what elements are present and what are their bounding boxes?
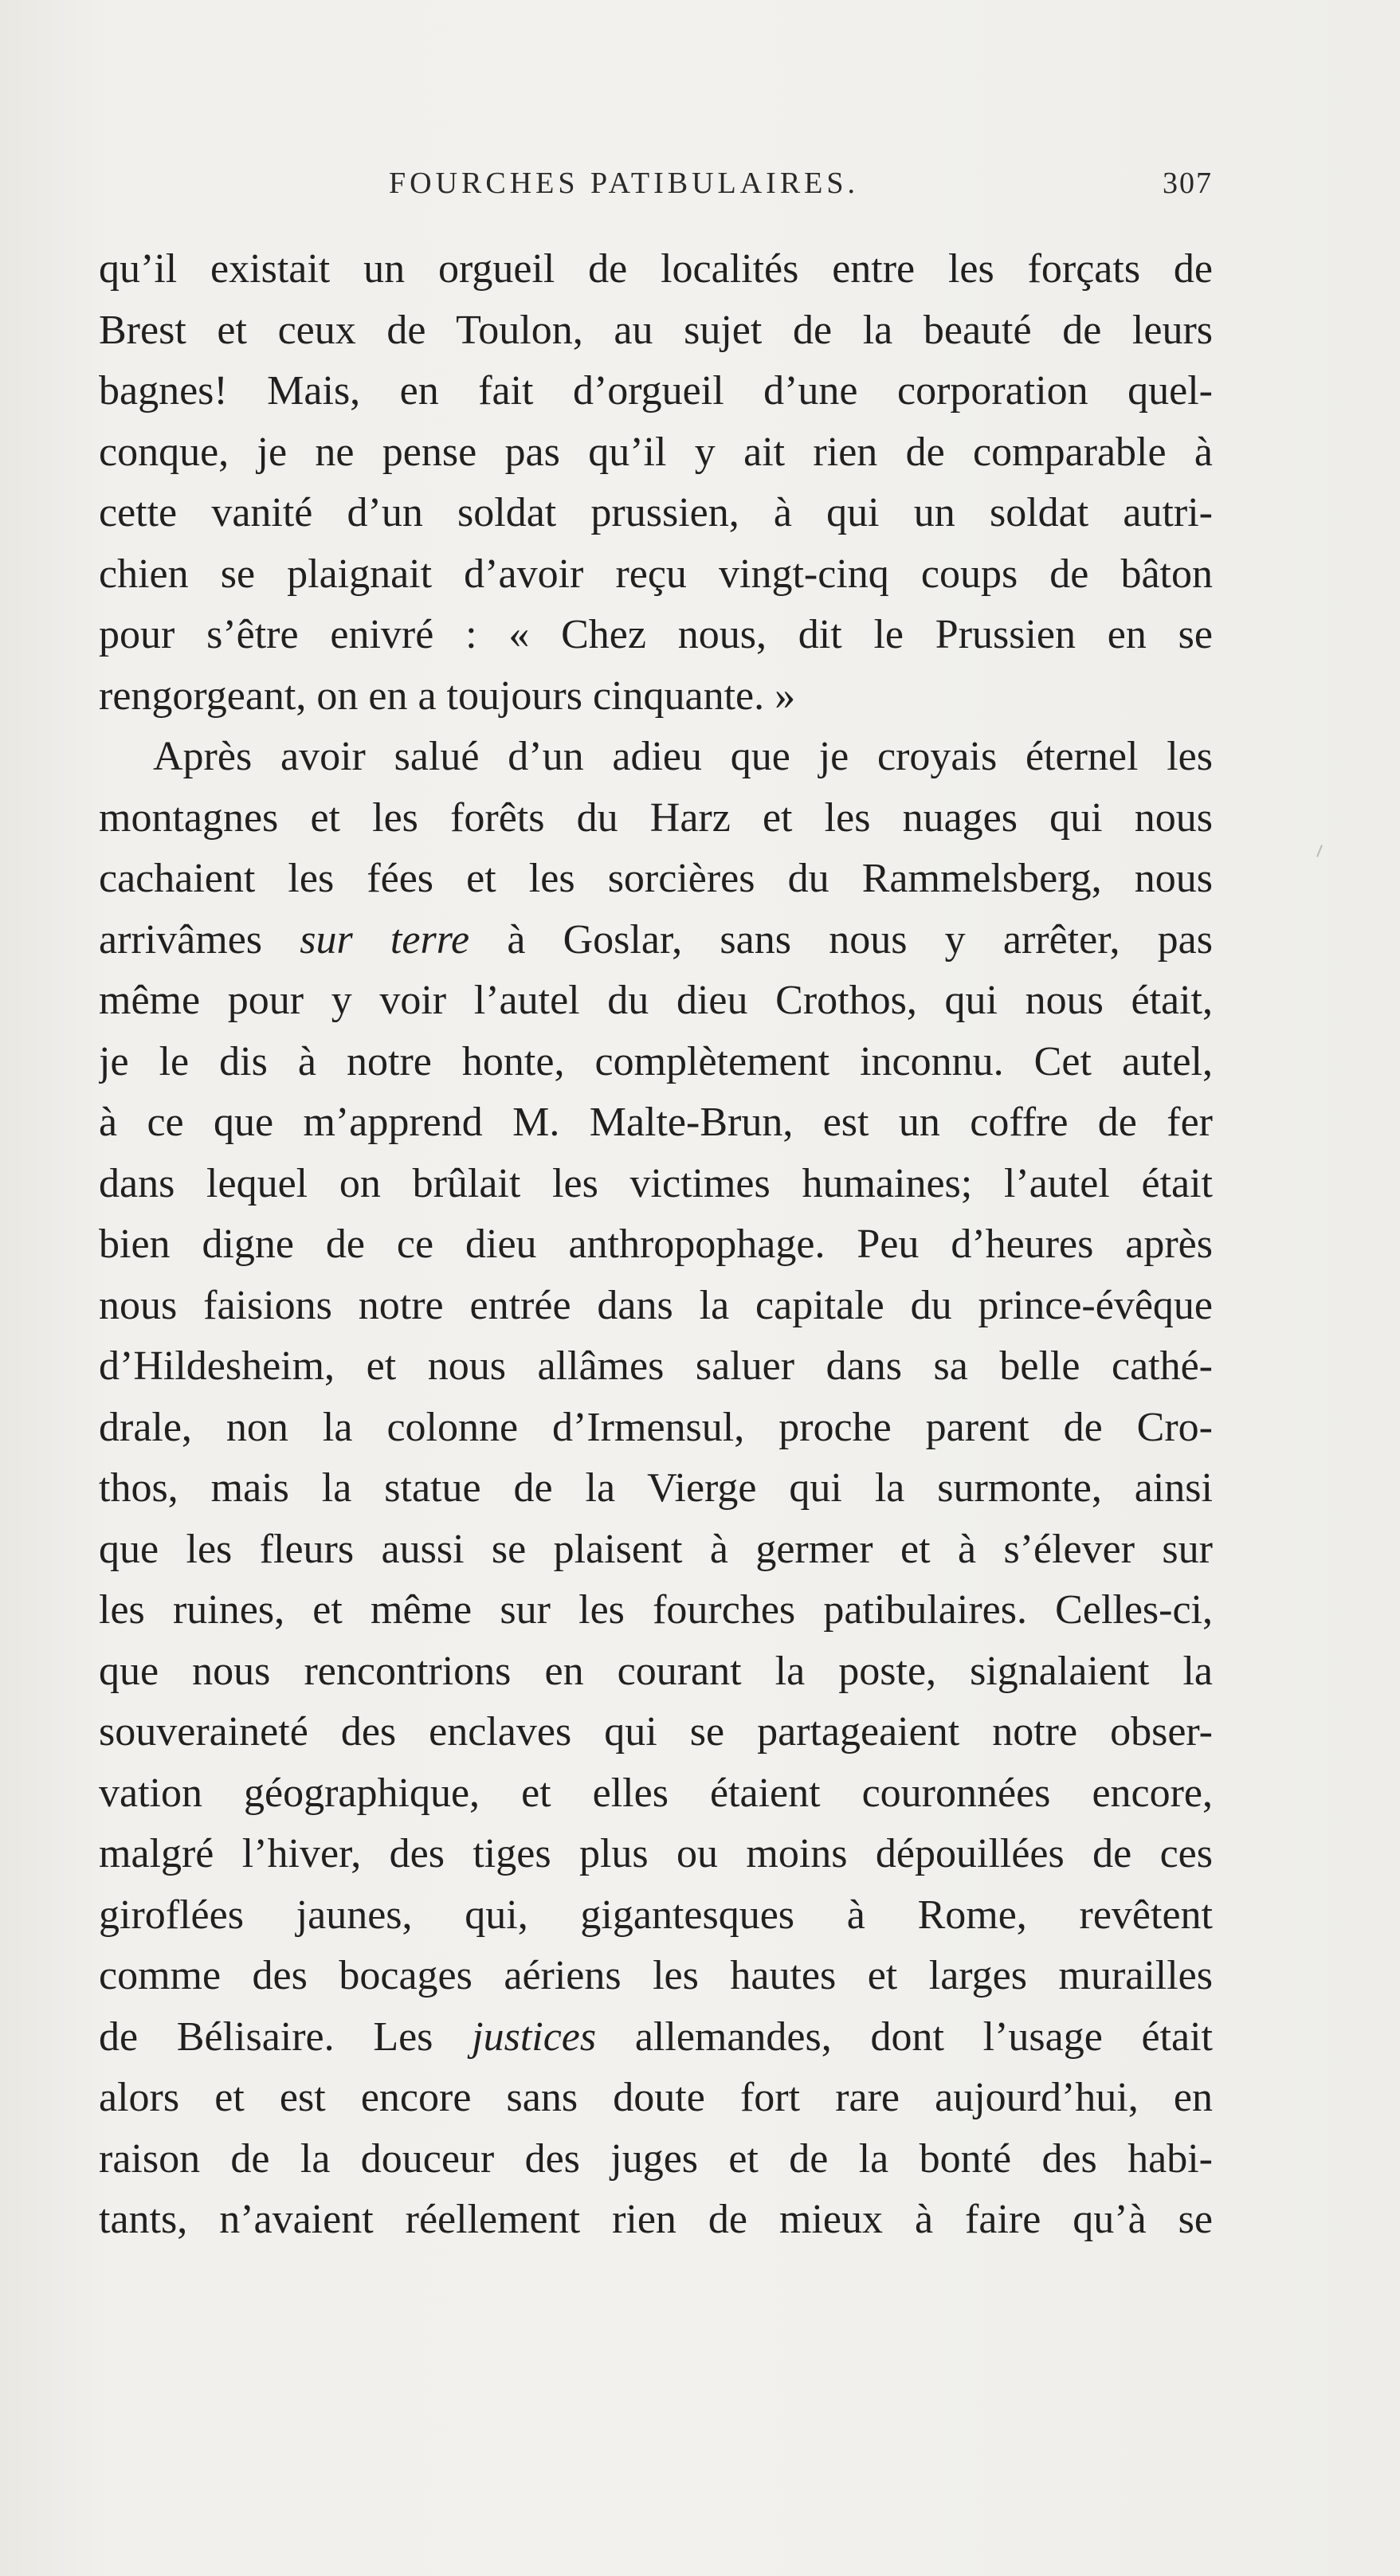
text-line: les ruines, et même sur les fourches patibulaires. Celles-ci, (99, 1587, 1213, 1633)
text-line-with-italic (99, 2007, 1213, 2068)
text-line: bien digne de ce dieu anthropophage. Peu d’heures après (99, 1221, 1213, 1267)
paragraph-start-line: Après avoir salué d’un adieu que je croyais éternel les (153, 734, 1213, 779)
text-segment: à Goslar, sans nous y arrêter, pas (469, 916, 1213, 963)
text-line: bagnes! Mais, en fait d’orgueil d’une corporation quel- (99, 368, 1213, 414)
body-text (99, 239, 1213, 2251)
text-line: Brest et ceux de Toulon, au sujet de la beauté de leurs (99, 307, 1213, 353)
italic-phrase: justices (472, 2013, 597, 2060)
text-line: giroflées jaunes, qui, gigantesques à Rome, revêtent (99, 1892, 1213, 1938)
text-line: qu’il existait un orgueil de localités entre les forçats de (99, 246, 1213, 292)
text-line: malgré l’hiver, des tiges plus ou moins dépouillées de ces (99, 1831, 1213, 1876)
text-line: à ce que m’apprend M. Malte-Brun, est un coffre de fer (99, 1100, 1213, 1145)
text-line: cette vanité d’un soldat prussien, à qui un soldat autri- (99, 490, 1213, 535)
running-header (99, 166, 1213, 214)
text-line-with-italic (99, 910, 1213, 971)
text-line: pour s’être enivré : « Chez nous, dit le Prussien en se (99, 612, 1213, 657)
text-segment: arrivâmes (99, 916, 300, 963)
text-line: conque, je ne pense pas qu’il y ait rien de comparable à (99, 429, 1213, 475)
text-line: comme des bocages aériens les hautes et larges murailles (99, 1953, 1213, 1998)
italic-phrase: sur terre (300, 916, 470, 963)
text-segment: de Bélisaire. Les (99, 2013, 473, 2060)
text-line: drale, non la colonne d’Irmensul, proche parent de Cro- (99, 1404, 1213, 1450)
text-line: souveraineté des enclaves qui se partageaient notre obser- (99, 1709, 1213, 1755)
text-line: alors et est encore sans doute fort rare aujourd’hui, en (99, 2075, 1213, 2120)
paper-speck (1316, 845, 1323, 857)
paragraph-end-line: rengorgeant, on en a toujours cinquante. » (99, 672, 796, 719)
text-line: que nous rencontrions en courant la poste, signalaient la (99, 1648, 1213, 1694)
text-line: dans lequel on brûlait les victimes humaines; l’autel était (99, 1160, 1213, 1206)
page-number: 307 (1163, 167, 1213, 200)
text-line: que les fleurs aussi se plaisent à germer et à s’élever sur (99, 1526, 1213, 1572)
text-line: cachaient les fées et les sorcières du Rammelsberg, nous (99, 856, 1213, 901)
text-line: montagnes et les forêts du Harz et les nuages qui nous (99, 794, 1213, 841)
text-segment: allemandes, dont l’usage était (596, 2013, 1213, 2060)
text-line: chien se plaignait d’avoir reçu vingt-cinq coups de bâton (99, 551, 1213, 597)
text-line: thos, mais la statue de la Vierge qui la surmonte, ainsi (99, 1465, 1213, 1511)
text-line: raison de la douceur des juges et de la bonté des habi- (99, 2135, 1213, 2182)
text-line: je le dis à notre honte, complètement inconnu. Cet autel, (99, 1038, 1213, 1084)
running-title: FOURCHES PATIBULAIRES. (389, 167, 860, 200)
text-line: d’Hildesheim, et nous allâmes saluer dans sa belle cathé- (99, 1343, 1213, 1389)
text-line: même pour y voir l’autel du dieu Crothos, qui nous était, (99, 978, 1213, 1023)
text-line: vation géographique, et elles étaient couronnées encore, (99, 1770, 1213, 1816)
text-line: nous faisions notre entrée dans la capitale du prince-évêque (99, 1282, 1213, 1328)
text-line: tants, n’avaient réellement rien de mieux à faire qu’à se (99, 2197, 1213, 2242)
